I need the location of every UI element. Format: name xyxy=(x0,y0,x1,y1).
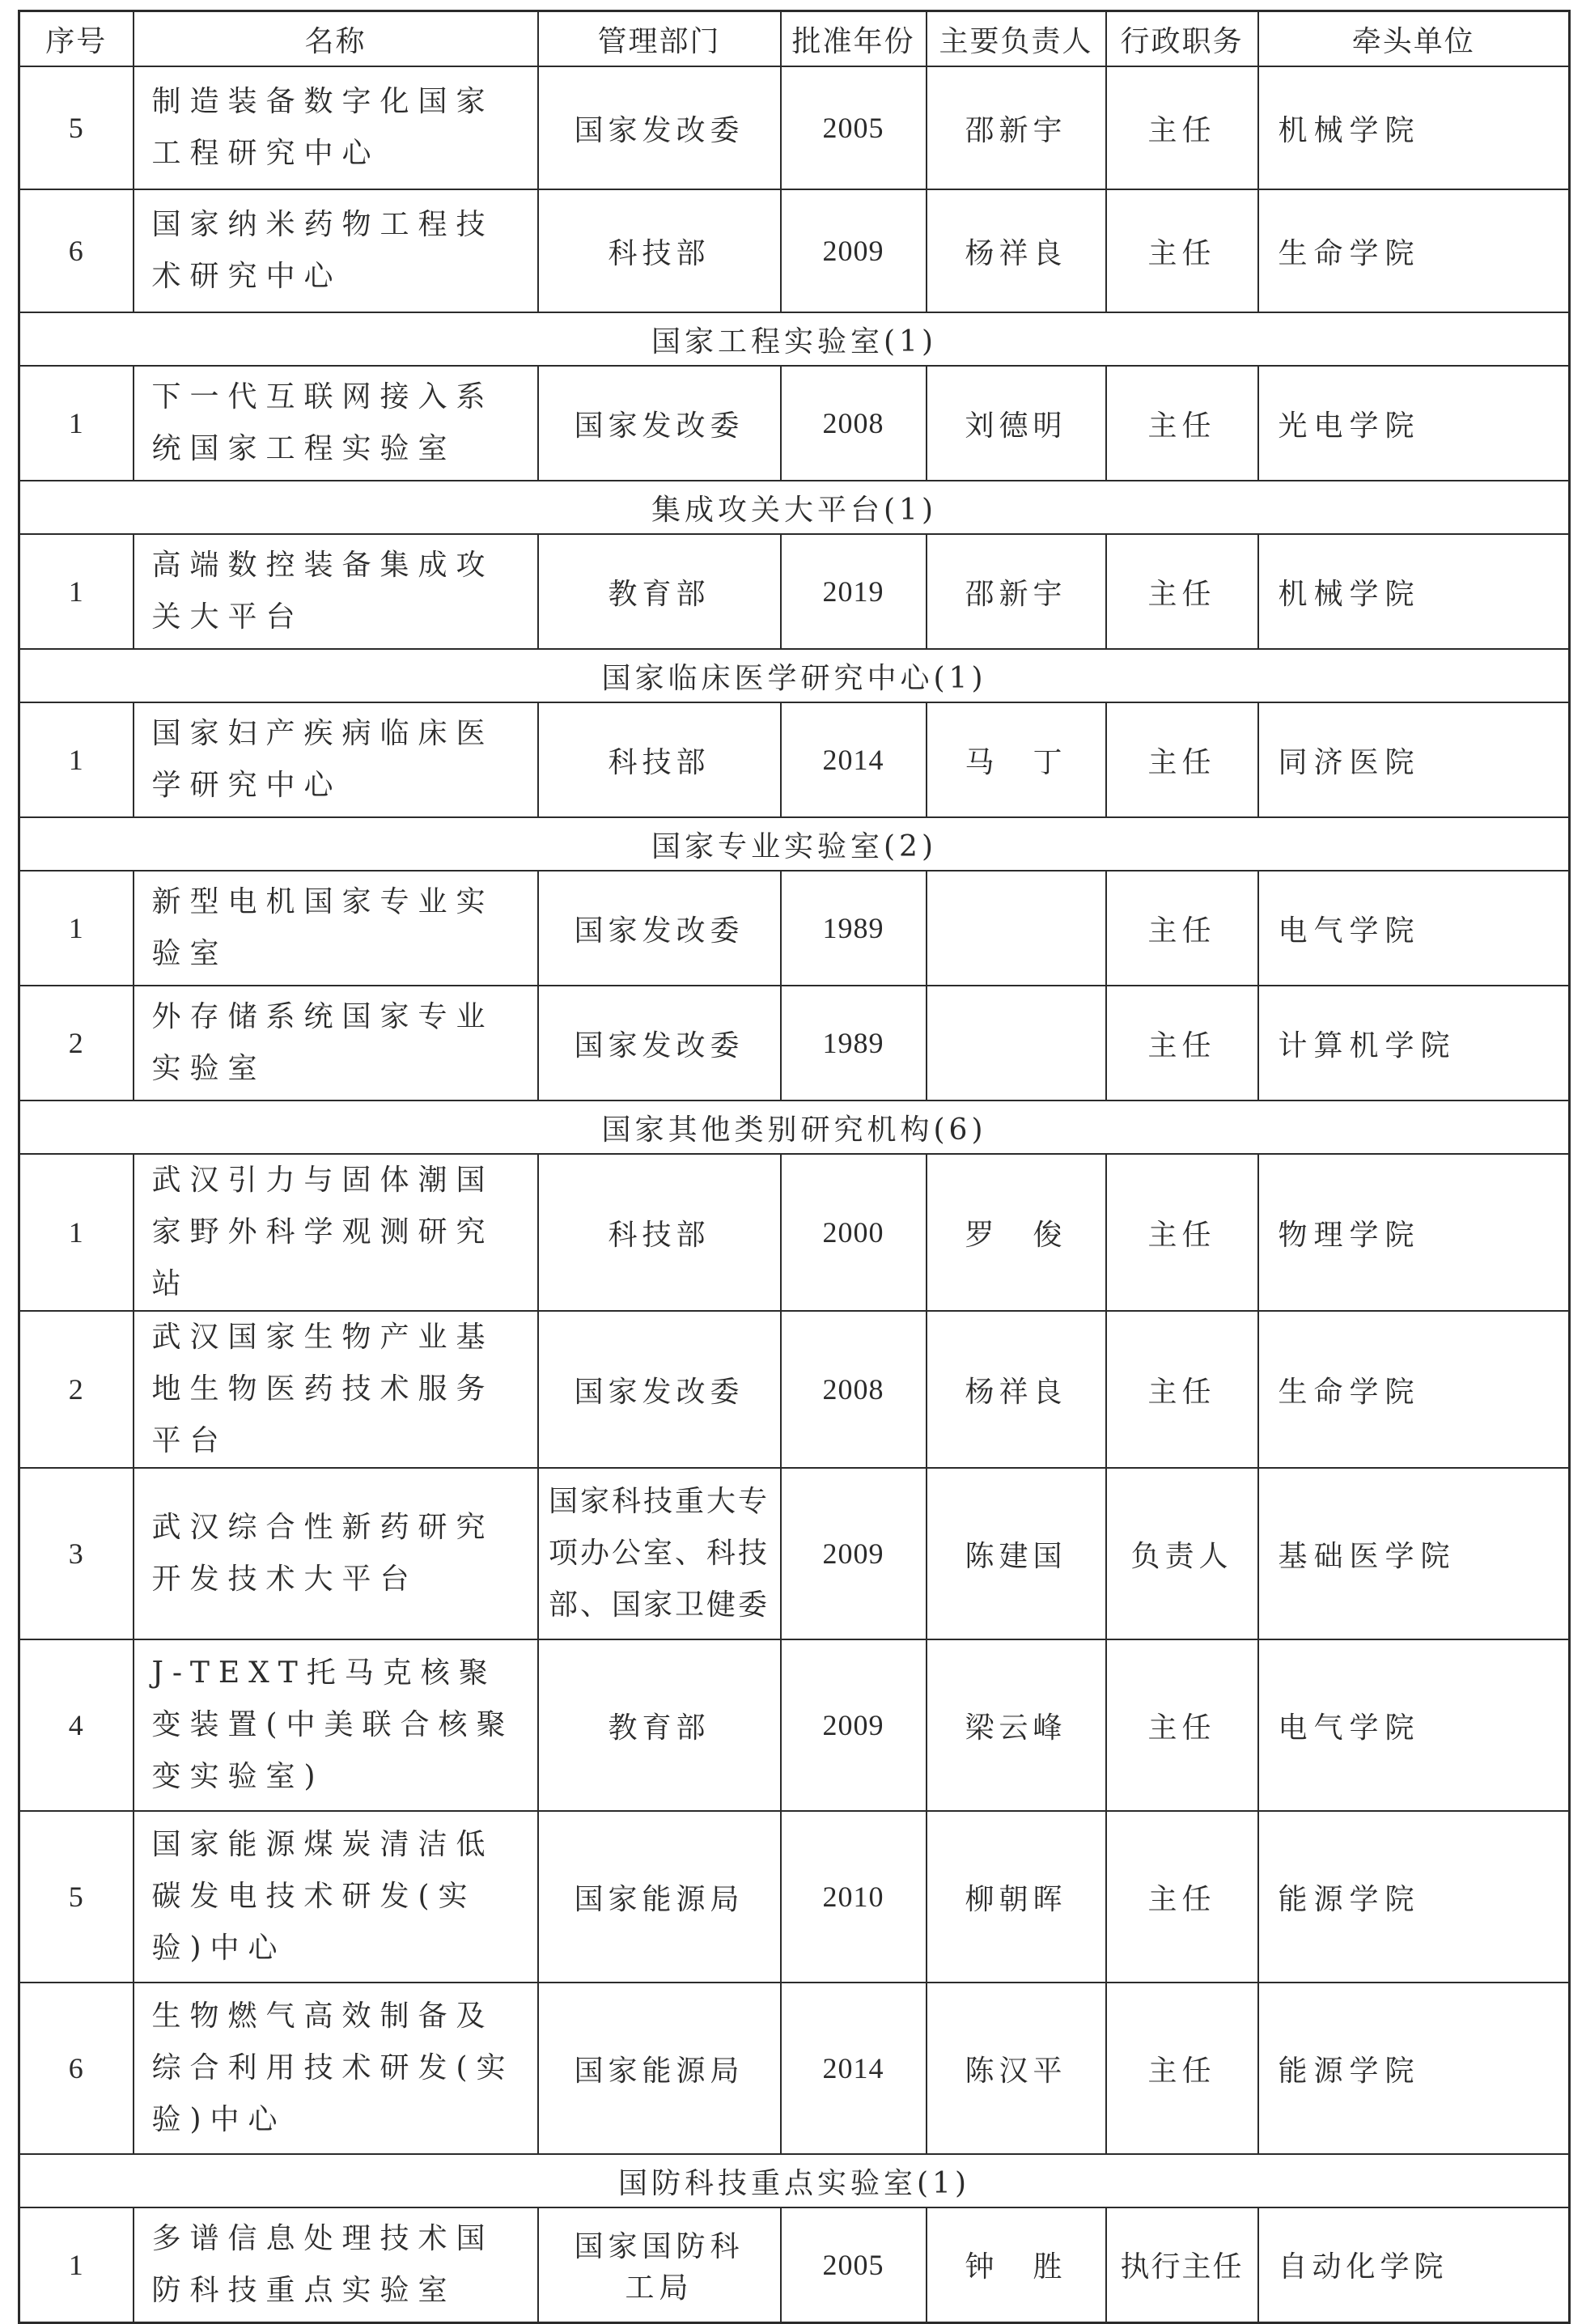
row-no: 1 xyxy=(19,871,134,986)
row-unit: 生命学院 xyxy=(1258,189,1570,312)
row-no: 4 xyxy=(19,1639,134,1811)
row-unit: 同济医院 xyxy=(1258,702,1570,817)
row-title: 负责人 xyxy=(1106,1468,1258,1639)
row-dept: 国家发改委 xyxy=(538,1311,781,1468)
row-dept: 国家发改委 xyxy=(538,871,781,986)
table-row xyxy=(19,534,1570,649)
table-row xyxy=(19,986,1570,1101)
row-leader xyxy=(927,986,1106,1101)
row-unit: 机械学院 xyxy=(1258,66,1570,189)
row-year: 2005 xyxy=(781,66,927,189)
section-row xyxy=(19,649,1570,702)
row-unit: 电气学院 xyxy=(1258,871,1570,986)
section-title: 国防科技重点实验室(1) xyxy=(19,2154,1570,2207)
row-dept: 国家能源局 xyxy=(538,1983,781,2154)
row-dept: 教育部 xyxy=(538,534,781,649)
institutions-table xyxy=(18,10,1571,2324)
row-name: 外存储系统国家专业实验室 xyxy=(134,986,538,1101)
table-row xyxy=(19,702,1570,817)
row-year: 2008 xyxy=(781,366,927,481)
section-title: 国家其他类别研究机构(6) xyxy=(19,1101,1570,1154)
row-no: 5 xyxy=(19,66,134,189)
row-leader xyxy=(927,871,1106,986)
section-title: 国家临床医学研究中心(1) xyxy=(19,649,1570,702)
row-year: 1989 xyxy=(781,986,927,1101)
header-dept: 管理部门 xyxy=(538,11,781,67)
section-row xyxy=(19,312,1570,366)
row-no: 1 xyxy=(19,1154,134,1311)
table-row xyxy=(19,366,1570,481)
row-name: 武汉引力与固体潮国家野外科学观测研究站 xyxy=(134,1154,538,1311)
row-no: 3 xyxy=(19,1468,134,1639)
row-year: 2008 xyxy=(781,1311,927,1468)
header-unit: 牵头单位 xyxy=(1258,11,1570,67)
row-dept: 国家发改委 xyxy=(538,366,781,481)
row-name: 多谱信息处理技术国防科技重点实验室 xyxy=(134,2207,538,2322)
table-header-row xyxy=(19,11,1570,67)
row-year: 2014 xyxy=(781,1983,927,2154)
row-unit: 光电学院 xyxy=(1258,366,1570,481)
row-leader: 邵新宇 xyxy=(927,66,1106,189)
row-year: 2009 xyxy=(781,189,927,312)
row-no: 1 xyxy=(19,366,134,481)
header-year: 批准年份 xyxy=(781,11,927,67)
section-title: 国家工程实验室(1) xyxy=(19,312,1570,366)
row-unit: 能源学院 xyxy=(1258,1811,1570,1983)
row-name: 高端数控装备集成攻关大平台 xyxy=(134,534,538,649)
row-leader: 马 丁 xyxy=(927,702,1106,817)
row-title: 主任 xyxy=(1106,702,1258,817)
row-name: 制造装备数字化国家工程研究中心 xyxy=(134,66,538,189)
row-name: 国家纳米药物工程技术研究中心 xyxy=(134,189,538,312)
row-year: 2009 xyxy=(781,1468,927,1639)
row-year: 1989 xyxy=(781,871,927,986)
row-leader: 钟 胜 xyxy=(927,2207,1106,2322)
row-dept: 国家科技重大专项办公室、科技部、国家卫健委 xyxy=(538,1468,781,1639)
row-no: 5 xyxy=(19,1811,134,1983)
row-leader: 陈建国 xyxy=(927,1468,1106,1639)
row-dept: 国家发改委 xyxy=(538,986,781,1101)
row-year: 2009 xyxy=(781,1639,927,1811)
row-title: 主任 xyxy=(1106,189,1258,312)
table-row xyxy=(19,1811,1570,1983)
row-unit: 基础医学院 xyxy=(1258,1468,1570,1639)
row-year: 2019 xyxy=(781,534,927,649)
row-title: 主任 xyxy=(1106,66,1258,189)
row-leader: 杨祥良 xyxy=(927,189,1106,312)
row-leader: 刘德明 xyxy=(927,366,1106,481)
row-unit: 计算机学院 xyxy=(1258,986,1570,1101)
row-no: 1 xyxy=(19,2207,134,2322)
row-leader: 罗 俊 xyxy=(927,1154,1106,1311)
row-title: 主任 xyxy=(1106,871,1258,986)
row-year: 2010 xyxy=(781,1811,927,1983)
table-row xyxy=(19,1468,1570,1639)
row-name: 新型电机国家专业实验室 xyxy=(134,871,538,986)
row-title: 主任 xyxy=(1106,534,1258,649)
header-name: 名称 xyxy=(134,11,538,67)
row-name: 武汉国家生物产业基地生物医药技术服务平台 xyxy=(134,1311,538,1468)
row-no: 2 xyxy=(19,986,134,1101)
row-name: 下一代互联网接入系统国家工程实验室 xyxy=(134,366,538,481)
row-name: J-TEXT托马克核聚变装置(中美联合核聚变实验室) xyxy=(134,1639,538,1811)
row-year: 2014 xyxy=(781,702,927,817)
row-leader: 梁云峰 xyxy=(927,1639,1106,1811)
row-unit: 能源学院 xyxy=(1258,1983,1570,2154)
row-unit: 机械学院 xyxy=(1258,534,1570,649)
row-year: 2000 xyxy=(781,1154,927,1311)
section-title: 国家专业实验室(2) xyxy=(19,817,1570,871)
table-row xyxy=(19,1983,1570,2154)
row-leader: 邵新宇 xyxy=(927,534,1106,649)
table-row xyxy=(19,1311,1570,1468)
row-year: 2005 xyxy=(781,2207,927,2322)
row-leader: 杨祥良 xyxy=(927,1311,1106,1468)
row-name: 武汉综合性新药研究开发技术大平台 xyxy=(134,1468,538,1639)
row-name: 国家能源煤炭清洁低碳发电技术研发(实验)中心 xyxy=(134,1811,538,1983)
section-row xyxy=(19,1101,1570,1154)
row-title: 主任 xyxy=(1106,1154,1258,1311)
row-dept: 国家国防科工局 xyxy=(538,2207,781,2322)
row-title: 主任 xyxy=(1106,986,1258,1101)
row-title: 主任 xyxy=(1106,1811,1258,1983)
row-leader: 柳朝晖 xyxy=(927,1811,1106,1983)
table-row xyxy=(19,871,1570,986)
section-row xyxy=(19,481,1570,534)
row-unit: 电气学院 xyxy=(1258,1639,1570,1811)
row-name: 国家妇产疾病临床医学研究中心 xyxy=(134,702,538,817)
table-row xyxy=(19,189,1570,312)
row-dept: 科技部 xyxy=(538,189,781,312)
header-title: 行政职务 xyxy=(1106,11,1258,67)
table-row xyxy=(19,66,1570,189)
row-no: 1 xyxy=(19,534,134,649)
row-title: 主任 xyxy=(1106,1639,1258,1811)
row-dept: 科技部 xyxy=(538,702,781,817)
row-title: 主任 xyxy=(1106,1983,1258,2154)
row-name: 生物燃气高效制备及综合利用技术研发(实验)中心 xyxy=(134,1983,538,2154)
row-title: 主任 xyxy=(1106,366,1258,481)
row-no: 6 xyxy=(19,1983,134,2154)
row-unit: 生命学院 xyxy=(1258,1311,1570,1468)
row-dept: 教育部 xyxy=(538,1639,781,1811)
table-row xyxy=(19,2207,1570,2322)
row-title: 执行主任 xyxy=(1106,2207,1258,2322)
table-row xyxy=(19,1639,1570,1811)
section-row xyxy=(19,2154,1570,2207)
table-row xyxy=(19,1154,1570,1311)
header-leader: 主要负责人 xyxy=(927,11,1106,67)
row-dept: 国家发改委 xyxy=(538,66,781,189)
row-no: 2 xyxy=(19,1311,134,1468)
header-no: 序号 xyxy=(19,11,134,67)
row-unit: 物理学院 xyxy=(1258,1154,1570,1311)
section-title: 集成攻关大平台(1) xyxy=(19,481,1570,534)
row-leader: 陈汉平 xyxy=(927,1983,1106,2154)
row-dept: 科技部 xyxy=(538,1154,781,1311)
row-no: 1 xyxy=(19,702,134,817)
row-no: 6 xyxy=(19,189,134,312)
row-title: 主任 xyxy=(1106,1311,1258,1468)
row-unit: 自动化学院 xyxy=(1258,2207,1570,2322)
section-row xyxy=(19,817,1570,871)
row-dept: 国家能源局 xyxy=(538,1811,781,1983)
